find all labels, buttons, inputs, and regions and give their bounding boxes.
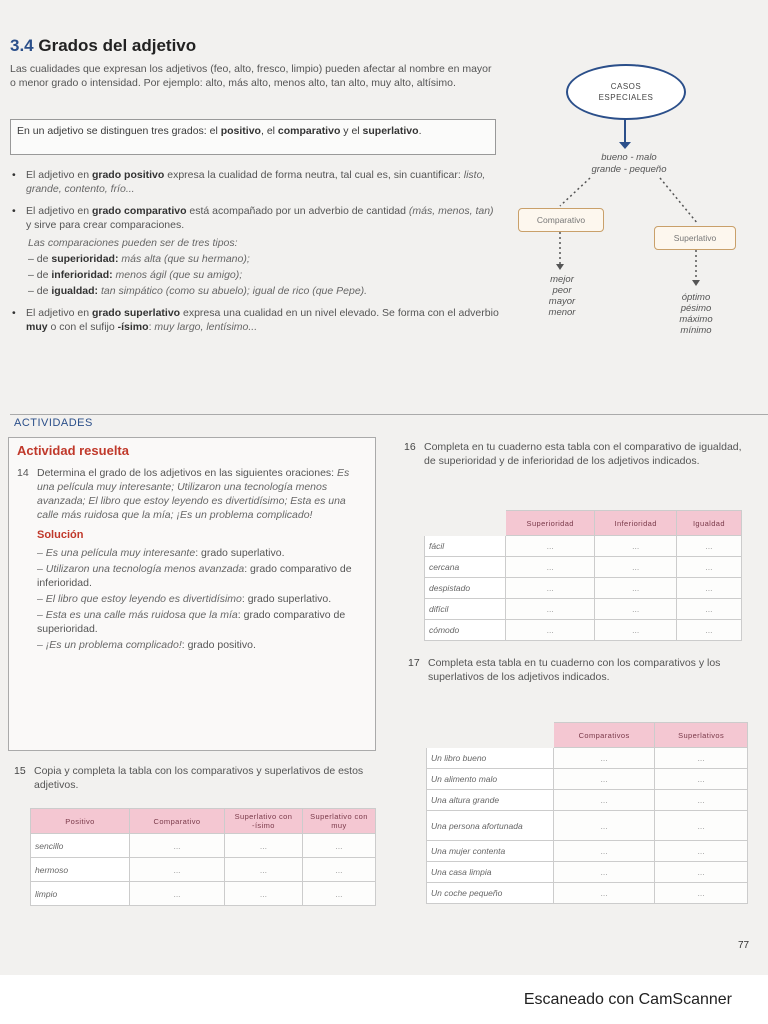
table-row <box>425 536 742 557</box>
bullet-text: y sirve para crear comparaciones. <box>26 219 185 231</box>
comparative-form: mejor <box>550 274 574 285</box>
table-cell: ... <box>676 599 741 620</box>
section-title-text: Grados del adjetivo <box>38 36 197 55</box>
exercise-15 <box>14 764 374 792</box>
table-cell: ... <box>225 882 303 906</box>
solution-answer: : grado comparativo de inferioridad. <box>37 563 352 589</box>
table-ex15 <box>30 808 376 906</box>
exercise-sentences: Es una película muy interesante; Utilizaron una tecnología menos avanzada; El libro que estoy leyendo es divertidísimo; Esta es una calle más ruidosa que la mía; ¡Es un problema complicado! <box>37 467 350 521</box>
exercise-number: 17 <box>408 657 420 669</box>
table-cell: ... <box>595 536 676 557</box>
special-cases-diagram <box>512 60 762 360</box>
solution-label: Solución <box>37 529 84 541</box>
table-row <box>425 557 742 578</box>
solution-answer: : grado comparativo de superioridad. <box>37 609 346 635</box>
table-row <box>427 841 748 862</box>
table-header: Superlativo con muy <box>302 809 375 834</box>
table-cell: ... <box>676 536 741 557</box>
table-row <box>31 858 376 882</box>
comparative-form: menor <box>548 307 576 318</box>
bullet-text: El adjetivo en <box>26 307 92 319</box>
solution-sentence: – Esta es una calle más ruidosa que la mía <box>37 609 238 621</box>
table-row-header: sencillo <box>31 834 130 858</box>
type-prefix: – de <box>28 253 52 265</box>
table-cell: ... <box>130 882 225 906</box>
exercise-number: 16 <box>404 441 416 453</box>
table-cell: ... <box>595 557 676 578</box>
table-header-row <box>425 511 742 536</box>
solution-item <box>37 546 367 560</box>
bullet-key: grado positivo <box>91 169 165 181</box>
table-cell: ... <box>655 811 748 841</box>
bullet-key: muy <box>26 321 48 333</box>
exercise-prompt: Copia y completa la tabla con los comparativos y superlativos de estos adjetivos. <box>34 765 364 791</box>
exercise-16 <box>404 440 744 468</box>
table-header: Positivo <box>31 809 130 834</box>
table-row-header: hermoso <box>31 858 130 882</box>
exercise-prompt: Determina el grado de los adjetivos en las siguientes oraciones: <box>37 467 338 479</box>
exercise-17 <box>408 656 748 684</box>
definition-box <box>10 119 496 155</box>
table-cell: ... <box>506 557 595 578</box>
table-cell: ... <box>506 599 595 620</box>
bullet-text: expresa una cualidad en un nivel elevado. Se forma con el adverbio <box>180 307 499 319</box>
types-intro: Las comparaciones pueden ser de tres tipos: <box>28 237 238 249</box>
type-superioridad <box>28 252 500 266</box>
type-prefix: – de <box>28 285 52 297</box>
superlative-form: máximo <box>679 314 713 325</box>
table-cell: ... <box>676 620 741 641</box>
intro-paragraph: Las cualidades que expresan los adjetivos (feo, alto, fresco, limpio) pueden afectar al nombre en mayor o menor grado o intensidad. Por ejemplo: alto, más alto, menos alto, tan alto, muy alto, altísimo. <box>10 63 492 89</box>
page-number: 77 <box>738 940 750 951</box>
table-header: Comparativo <box>130 809 225 834</box>
scanner-watermark-bar <box>0 975 768 1024</box>
section-divider <box>10 414 768 415</box>
arrow-down-icon <box>556 264 564 270</box>
ellipse-line: CASOS <box>610 82 642 91</box>
explanation-bullets <box>10 168 500 342</box>
table-cell: ... <box>554 841 655 862</box>
section-number: 3.4 <box>10 36 34 55</box>
solution-answer: : grado superlativo. <box>241 593 332 605</box>
table-cell: ... <box>302 834 375 858</box>
table-row-header: difícil <box>425 599 506 620</box>
table-cell: ... <box>554 811 655 841</box>
table-cell: ... <box>655 862 748 883</box>
exercise-prompt: Completa esta tabla en tu cuaderno con los comparativos y los superlativos de los adjetivos indicados. <box>428 657 721 683</box>
solution-item <box>37 638 367 652</box>
table-row <box>425 599 742 620</box>
bullet-text: El adjetivo en <box>26 169 92 181</box>
bullet-text: o con el sufijo <box>47 321 118 333</box>
type-prefix: – de <box>28 269 52 281</box>
definition-end: . <box>418 125 422 137</box>
irregular-superlatives <box>666 292 726 336</box>
table-header: Superlativo con -ísimo <box>225 809 303 834</box>
table-row-header: Una casa limpia <box>427 862 554 883</box>
ellipse-line: ESPECIALES <box>598 93 654 102</box>
type-key: superioridad: <box>51 253 119 265</box>
table-row <box>425 578 742 599</box>
table-row-header: Un coche pequeño <box>427 883 554 904</box>
table-cell: ... <box>595 599 676 620</box>
definition-text: En un adjetivo se distinguen tres grados: el <box>17 125 221 137</box>
cases-line: grande - pequeño <box>591 164 667 175</box>
table-cell: ... <box>225 834 303 858</box>
type-inferioridad <box>28 268 500 282</box>
table-header: Comparativos <box>554 723 655 748</box>
dotted-connector <box>660 178 698 224</box>
table-row-header: cercana <box>425 557 506 578</box>
table-row-header: fácil <box>425 536 506 557</box>
table-ex17 <box>426 722 748 904</box>
table-cell: ... <box>595 620 676 641</box>
term-positivo: positivo <box>220 125 261 137</box>
section-title <box>10 36 196 56</box>
table-cell: ... <box>655 748 748 769</box>
type-example: tan simpático (como su abuelo); igual de rico (que Pepe). <box>98 285 368 297</box>
solution-sentence: – Es una película muy interesante <box>37 547 196 559</box>
table-cell: ... <box>130 858 225 882</box>
solution-item <box>37 608 367 636</box>
bullet-superlative <box>10 306 500 334</box>
table-row <box>427 748 748 769</box>
resolved-activity-title: Actividad resuelta <box>17 443 129 458</box>
bullet-examples: (más, menos, tan) <box>408 205 494 217</box>
bullet-text: está acompañado por un adverbio de cantidad <box>186 205 409 217</box>
exercise-prompt: Completa en tu cuaderno esta tabla con el comparativo de igualdad, de superioridad y de inferioridad de los adjetivos indicados. <box>424 441 742 467</box>
table-row <box>31 882 376 906</box>
superlative-form: pésimo <box>680 303 712 314</box>
bullet-text: : <box>148 321 155 333</box>
table-row <box>425 620 742 641</box>
table-cell: ... <box>655 769 748 790</box>
table-row-header: Un libro bueno <box>427 748 554 769</box>
table-header: Igualdad <box>676 511 741 536</box>
table-cell: ... <box>506 578 595 599</box>
exercise-number: 15 <box>14 765 26 777</box>
definition-sep: , el <box>260 125 278 137</box>
exercise-number: 14 <box>17 467 29 479</box>
table-cell: ... <box>655 841 748 862</box>
table-row <box>427 811 748 841</box>
superlative-form: mínimo <box>680 325 712 336</box>
superlativo-box: Superlativo <box>654 226 736 250</box>
irregular-comparatives <box>532 274 592 318</box>
bullet-key: -ísimo <box>117 321 149 333</box>
type-key: igualdad: <box>51 285 99 297</box>
comparative-form: peor <box>552 285 572 296</box>
arrow-down-icon <box>692 280 700 286</box>
table-header: Inferioridad <box>595 511 676 536</box>
table-cell: ... <box>676 578 741 599</box>
superlative-form: óptimo <box>681 292 711 303</box>
bullet-examples: muy largo, lentísimo... <box>154 321 258 333</box>
bullet-key: grado comparativo <box>91 205 187 217</box>
table-cell: ... <box>655 883 748 904</box>
table-cell: ... <box>506 620 595 641</box>
table-row-header: Un alimento malo <box>427 769 554 790</box>
type-example: más alta (que su hermano); <box>118 253 250 265</box>
table-row-header: cómodo <box>425 620 506 641</box>
term-comparativo: comparativo <box>277 125 341 137</box>
solution-item <box>37 562 367 590</box>
table-corner <box>425 511 506 536</box>
bullet-key: grado superlativo <box>91 307 181 319</box>
solution-item <box>37 592 367 606</box>
type-key: inferioridad: <box>51 269 113 281</box>
table-cell: ... <box>302 882 375 906</box>
comparative-form: mayor <box>548 296 576 307</box>
table-header: Superioridad <box>506 511 595 536</box>
solution-sentence: – Utilizaron una tecnología menos avanzada <box>37 563 245 575</box>
table-header: Superlativos <box>655 723 748 748</box>
table-cell: ... <box>506 536 595 557</box>
table-cell: ... <box>554 769 655 790</box>
table-row-header: limpio <box>31 882 130 906</box>
bullet-text: El adjetivo en <box>26 205 92 217</box>
table-ex16 <box>424 510 742 641</box>
table-cell: ... <box>554 862 655 883</box>
table-row <box>31 834 376 858</box>
table-header-row <box>427 723 748 748</box>
type-igualdad <box>28 284 500 298</box>
solution-answer: : grado superlativo. <box>195 547 285 559</box>
cases-line: bueno - malo <box>601 152 657 163</box>
solution-sentence: – El libro que estoy leyendo es divertidísimo <box>37 593 242 605</box>
solution-sentence: – ¡Es un problema complicado! <box>37 639 182 651</box>
term-superlativo: superlativo <box>362 125 419 137</box>
comparison-types <box>28 236 500 298</box>
exercise-14 <box>17 466 367 522</box>
table-row <box>427 769 748 790</box>
bullet-comparative <box>10 204 500 232</box>
scanner-watermark: Escaneado con CamScanner <box>523 991 732 1008</box>
table-cell: ... <box>595 578 676 599</box>
bullet-examples: listo, grande, contento, frío... <box>26 169 486 195</box>
dotted-connector <box>560 178 590 206</box>
table-row-header: Una altura grande <box>427 790 554 811</box>
table-row-header: Una mujer contenta <box>427 841 554 862</box>
bullet-text: expresa la cualidad de forma neutra, tal cual es, sin cuantificar: <box>164 169 464 181</box>
table-cell: ... <box>554 790 655 811</box>
activities-heading: ACTIVIDADES <box>14 417 93 429</box>
table-cell: ... <box>302 858 375 882</box>
comparativo-box: Comparativo <box>518 208 604 232</box>
table-cell: ... <box>676 557 741 578</box>
table-cell: ... <box>130 834 225 858</box>
table-row <box>427 862 748 883</box>
resolved-activity-box <box>8 437 376 751</box>
table-cell: ... <box>554 883 655 904</box>
table-cell: ... <box>225 858 303 882</box>
type-example: menos ágil (que su amigo); <box>112 269 243 281</box>
table-row-header: despistado <box>425 578 506 599</box>
table-cell: ... <box>655 790 748 811</box>
table-row <box>427 883 748 904</box>
table-row <box>427 790 748 811</box>
table-row-header: Una persona afortunada <box>427 811 554 841</box>
definition-sep: y el <box>340 125 363 137</box>
solution-answer: : grado positivo. <box>181 639 256 651</box>
table-cell: ... <box>554 748 655 769</box>
table-corner <box>427 723 554 748</box>
bullet-positive <box>10 168 500 196</box>
table-header-row <box>31 809 376 834</box>
